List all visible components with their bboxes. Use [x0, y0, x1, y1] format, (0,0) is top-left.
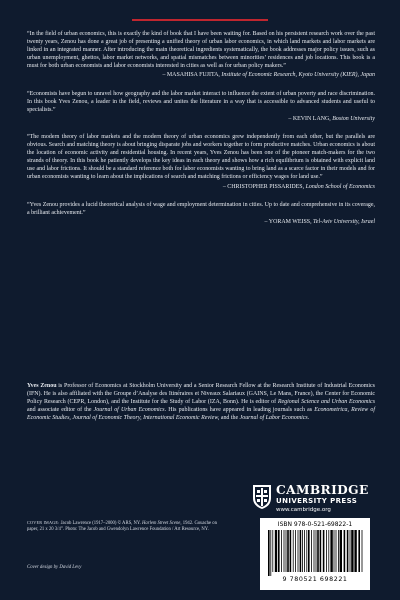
- artwork-title: Harlem Street Scene: [142, 521, 181, 526]
- blurb-attribution: [27, 71, 375, 79]
- bio-text: and the: [219, 415, 240, 422]
- reviewer-name: – YORAM WEISS,: [264, 218, 312, 225]
- top-accent-rule: [132, 19, 268, 21]
- reviewer-affiliation: Institute of Economic Research, Kyoto University (KIER), Japan: [221, 72, 375, 79]
- reviewer-name: – MASAHISA FUJITA,: [162, 72, 220, 79]
- credit-text: Jacob Lawrence (1917–2000) © ARS, NY.: [59, 521, 143, 526]
- isbn-barcode: [260, 518, 370, 590]
- blurb-lang: [27, 90, 375, 123]
- bio-text: is Professor of Economics at Stockholm University and a Senior Research Fellow at the Research Institute of Industrial Economics (IFN). He is also affiliated with the Groupe d’Analyse des Itinéraires et Niveaux Salariaux (GAINS, Le Mans, France), the Center for Economic Policy Research (CEPR, London), and the Institute for the Study of Labor (IZA, Bonn). He is editor of: [27, 383, 375, 406]
- reviewer-affiliation: Tel-Aviv University, Israel: [313, 218, 375, 225]
- publisher-subname: UNIVERSITY PRESS: [276, 497, 358, 505]
- cover-design-credit: Cover design by David Levy: [27, 565, 82, 570]
- blurb-fujita: [27, 30, 375, 80]
- author-name: Yves Zenou: [27, 383, 57, 389]
- bio-text: .: [307, 415, 310, 422]
- cover-image-credit: [27, 520, 227, 534]
- reviewer-name: – KEVIN LANG,: [288, 115, 331, 122]
- blurb-quote: “The modern theory of labor markets and the modern theory of urban economics grew independently from each other, but the parallels are obvious. Search and matching theory is about bringing disparate jobs and workers together to form productive matches. Urban economics is about the location of economic activity and residential housing. In recent years, Yves Zenou has been one of the pioneer match-makers for the two strands of theory. In this book he patiently develops the key ideas in each theory and shows how a rich equilibrium is obtained with explicit land use and labor frictions. It should be a standard reference both for labor economists wanting to bring land as a scarce factor in their models and for urban economists wanting to learn about the implications of search and matching frictions or efficiency wages for land use.”: [27, 133, 375, 181]
- bio-text: . His publications have appeared in leading journals such as: [164, 407, 315, 414]
- blurb-quote: “Yves Zenou provides a lucid theoretical analysis of wage and employment determination in cities. Up to date and comprehensive in its coverage, a brilliant achievement.”: [27, 201, 375, 216]
- author-bio: [27, 382, 375, 422]
- barcode-bars: [266, 530, 364, 576]
- blurb-attribution: [27, 183, 375, 191]
- blurb-attribution: [27, 115, 375, 123]
- reviewer-affiliation: London School of Economics: [305, 183, 375, 190]
- journal-title: Journal of Urban Economics: [93, 407, 165, 414]
- blurb-attribution: [27, 218, 375, 226]
- publisher-name: CAMBRIDGE: [276, 483, 369, 497]
- crest-icon: [252, 484, 272, 510]
- credit-label: COVER IMAGE:: [27, 520, 60, 525]
- blurb-quote: “In the field of urban economics, this is exactly the kind of book that I have been waiting for. Based on his persistent research work over the past twenty years, Zenou has done a great job of presenting a unified theory of urban labor economics, in which land markets and labor markets are linked in an integrated manner. After introducing the main theoretical ingredients systematically, the book addresses major policy issues, such as urban unemployment, ghettos, labor market networks, and spatial mismatches between minorities’ residences and job locations. This book is a must for both urban economists and labor economists interested in cities as well as for urban policy makers.”: [27, 31, 375, 70]
- journal-title: Regional Science and Urban Economics: [277, 399, 376, 406]
- blurb-pissarides: [27, 133, 375, 191]
- blurb-weiss: [27, 201, 375, 226]
- credit-text: , 1942. Gouache on paper, 21 x 20 3/4”. Photo: The Jacob and Gwendolyn Lawrence Foundation / Art Resource, NY.: [27, 521, 217, 533]
- journal-title: Journal of Labor Economics: [239, 415, 308, 422]
- blurb-quote: “Economists have begun to unravel how geography and the labor market interact to influence the extent of urban poverty and race discrimination. In this book Yves Zenou, a leader in the field, reviews and unites the literature in a way that is accessible to advanced students and useful to specialists.”: [27, 90, 375, 113]
- isbn-text: ISBN 978-0-521-69822-1: [277, 521, 353, 528]
- reviewer-name: – CHRISTOPHER PISSARIDES,: [222, 183, 305, 190]
- journal-title: Econometrica, Review of Economic Studies, Journal of Economic Theory, International Economic Review,: [27, 407, 375, 422]
- barcode-digits: 9 780521 698221: [282, 576, 348, 583]
- reviewer-affiliation: Boston University: [332, 115, 375, 122]
- publisher-url: www.cambridge.org: [276, 507, 331, 513]
- review-blurbs: [27, 30, 375, 236]
- bio-text: and associate editor of the: [27, 407, 94, 414]
